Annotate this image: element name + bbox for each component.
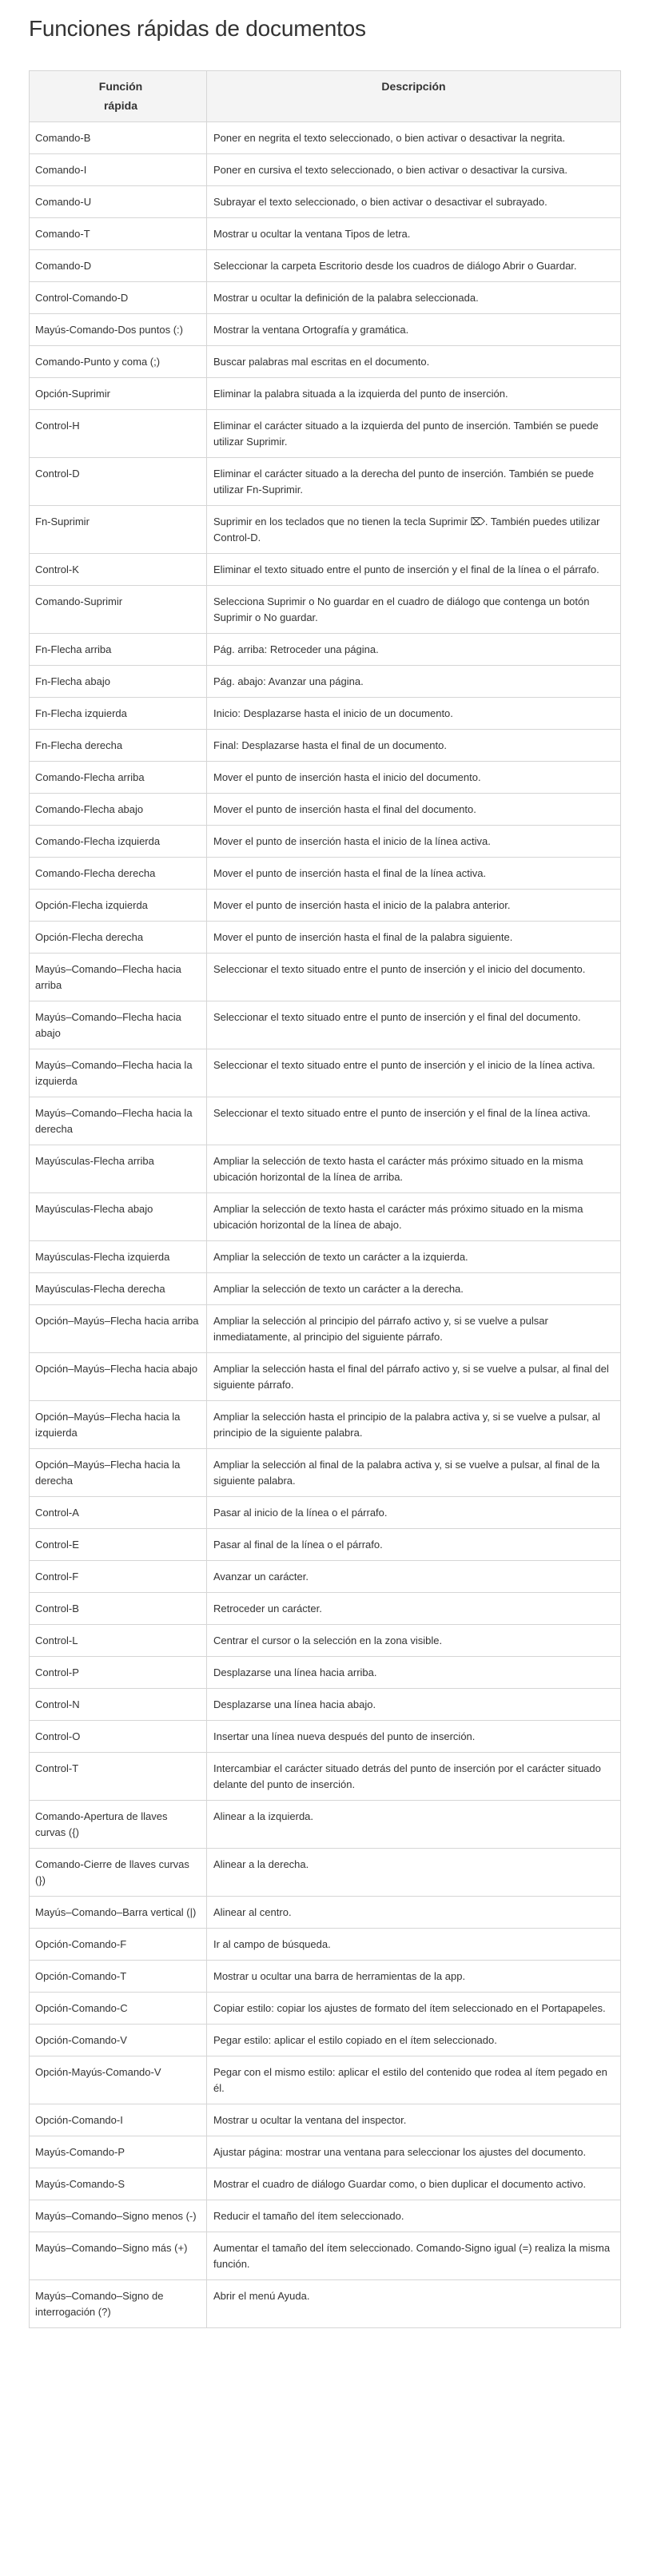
description-cell: Intercambiar el carácter situado detrás del punto de inserción por el carácter situado delante del punto de inserción. bbox=[207, 1753, 621, 1801]
table-row bbox=[30, 1193, 621, 1241]
table-row bbox=[30, 2168, 621, 2200]
shortcut-cell: Opción–Mayús–Flecha hacia arriba bbox=[30, 1305, 207, 1353]
shortcut-cell: Control-H bbox=[30, 410, 207, 458]
description-cell: Pegar estilo: aplicar el estilo copiado en el ítem seleccionado. bbox=[207, 2025, 621, 2056]
table-row bbox=[30, 314, 621, 346]
description-cell: Poner en cursiva el texto seleccionado, o bien activar o desactivar la cursiva. bbox=[207, 154, 621, 186]
description-cell: Seleccionar el texto situado entre el punto de inserción y el inicio del documento. bbox=[207, 954, 621, 1001]
shortcut-cell: Control-K bbox=[30, 554, 207, 586]
shortcut-cell: Fn-Flecha derecha bbox=[30, 730, 207, 762]
table-row bbox=[30, 1961, 621, 1993]
table-row bbox=[30, 1897, 621, 1929]
shortcut-cell: Fn-Suprimir bbox=[30, 506, 207, 554]
shortcut-cell: Fn-Flecha izquierda bbox=[30, 698, 207, 730]
shortcut-column-header-label: Función rápida bbox=[98, 80, 143, 112]
table-row bbox=[30, 282, 621, 314]
shortcut-cell: Opción–Mayús–Flecha hacia la derecha bbox=[30, 1449, 207, 1497]
description-cell: Desplazarse una línea hacia arriba. bbox=[207, 1657, 621, 1689]
description-cell: Ampliar la selección hasta el principio de la palabra activa y, si se vuelve a pulsar, al principio de la siguiente palabra. bbox=[207, 1401, 621, 1449]
table-row bbox=[30, 410, 621, 458]
shortcut-cell: Mayús–Comando–Signo menos (-) bbox=[30, 2200, 207, 2232]
description-cell: Ampliar la selección al principio del párrafo activo y, si se vuelve a pulsar inmediatamente, al principio del siguiente párrafo. bbox=[207, 1305, 621, 1353]
description-cell: Ir al campo de búsqueda. bbox=[207, 1929, 621, 1961]
description-cell: Insertar una línea nueva después del punto de inserción. bbox=[207, 1721, 621, 1753]
table-row bbox=[30, 1497, 621, 1529]
description-cell: Alinear al centro. bbox=[207, 1897, 621, 1929]
table-row bbox=[30, 1353, 621, 1401]
table-row bbox=[30, 2056, 621, 2104]
shortcut-cell: Control-B bbox=[30, 1593, 207, 1625]
table-row bbox=[30, 378, 621, 410]
table-row bbox=[30, 794, 621, 826]
table-row bbox=[30, 1529, 621, 1561]
description-cell: Selecciona Suprimir o No guardar en el cuadro de diálogo que contenga un botón Suprimir o No guardar. bbox=[207, 586, 621, 634]
shortcut-cell: Comando-Cierre de llaves curvas (}) bbox=[30, 1849, 207, 1897]
description-cell: Buscar palabras mal escritas en el documento. bbox=[207, 346, 621, 378]
shortcut-cell: Comando-Flecha abajo bbox=[30, 794, 207, 826]
description-cell: Aumentar el tamaño del ítem seleccionado. Comando-Signo igual (=) realiza la misma función. bbox=[207, 2232, 621, 2280]
table-row bbox=[30, 554, 621, 586]
shortcut-cell: Control-D bbox=[30, 458, 207, 506]
shortcuts-table bbox=[29, 70, 621, 2328]
table-row bbox=[30, 698, 621, 730]
description-cell: Seleccionar la carpeta Escritorio desde los cuadros de diálogo Abrir o Guardar. bbox=[207, 250, 621, 282]
table-row bbox=[30, 1929, 621, 1961]
table-body bbox=[30, 122, 621, 2328]
description-cell: Alinear a la derecha. bbox=[207, 1849, 621, 1897]
description-cell: Subrayar el texto seleccionado, o bien activar o desactivar el subrayado. bbox=[207, 186, 621, 218]
table-row bbox=[30, 1401, 621, 1449]
description-cell: Mostrar la ventana Ortografía y gramática. bbox=[207, 314, 621, 346]
description-cell: Mover el punto de inserción hasta el final del documento. bbox=[207, 794, 621, 826]
table-row bbox=[30, 1145, 621, 1193]
shortcut-cell: Fn-Flecha arriba bbox=[30, 634, 207, 666]
shortcut-cell: Opción-Comando-T bbox=[30, 1961, 207, 1993]
table-row bbox=[30, 2104, 621, 2136]
table-row bbox=[30, 1561, 621, 1593]
table-row bbox=[30, 666, 621, 698]
table-row bbox=[30, 218, 621, 250]
description-cell: Seleccionar el texto situado entre el punto de inserción y el inicio de la línea activa. bbox=[207, 1049, 621, 1097]
table-row bbox=[30, 458, 621, 506]
table-row bbox=[30, 1049, 621, 1097]
description-cell: Poner en negrita el texto seleccionado, o bien activar o desactivar la negrita. bbox=[207, 122, 621, 154]
description-cell: Ampliar la selección de texto un carácter a la izquierda. bbox=[207, 1241, 621, 1273]
table-row bbox=[30, 2025, 621, 2056]
shortcut-cell: Comando-Flecha arriba bbox=[30, 762, 207, 794]
shortcut-cell: Comando-I bbox=[30, 154, 207, 186]
description-cell: Ajustar página: mostrar una ventana para seleccionar los ajustes del documento. bbox=[207, 2136, 621, 2168]
description-cell: Avanzar un carácter. bbox=[207, 1561, 621, 1593]
table-row bbox=[30, 858, 621, 890]
description-cell: Eliminar la palabra situada a la izquierda del punto de inserción. bbox=[207, 378, 621, 410]
page-title: Funciones rápidas de documentos bbox=[29, 16, 366, 41]
shortcut-cell: Control-O bbox=[30, 1721, 207, 1753]
description-cell: Desplazarse una línea hacia abajo. bbox=[207, 1689, 621, 1721]
shortcut-cell: Control-Comando-D bbox=[30, 282, 207, 314]
table-row bbox=[30, 762, 621, 794]
table-row bbox=[30, 586, 621, 634]
shortcut-cell: Mayús–Comando–Flecha hacia abajo bbox=[30, 1001, 207, 1049]
table-row bbox=[30, 1241, 621, 1273]
description-column-header: Descripción bbox=[207, 71, 621, 122]
shortcut-cell: Control-F bbox=[30, 1561, 207, 1593]
description-cell: Pasar al final de la línea o el párrafo. bbox=[207, 1529, 621, 1561]
table-row bbox=[30, 1801, 621, 1849]
table-row bbox=[30, 122, 621, 154]
shortcut-cell: Opción-Flecha izquierda bbox=[30, 890, 207, 922]
table-row bbox=[30, 634, 621, 666]
table-row bbox=[30, 1273, 621, 1305]
description-cell: Eliminar el carácter situado a la derecha del punto de inserción. También se puede utilizar Fn-Suprimir. bbox=[207, 458, 621, 506]
table-row bbox=[30, 506, 621, 554]
shortcut-cell: Control-T bbox=[30, 1753, 207, 1801]
shortcut-cell: Opción-Comando-I bbox=[30, 2104, 207, 2136]
description-cell: Ampliar la selección hasta el final del párrafo activo y, si se vuelve a pulsar, al final del siguiente párrafo. bbox=[207, 1353, 621, 1401]
description-cell: Inicio: Desplazarse hasta el inicio de un documento. bbox=[207, 698, 621, 730]
table-row bbox=[30, 826, 621, 858]
shortcut-cell: Comando-D bbox=[30, 250, 207, 282]
description-cell: Eliminar el carácter situado a la izquierda del punto de inserción. También se puede utilizar Suprimir. bbox=[207, 410, 621, 458]
description-cell: Eliminar el texto situado entre el punto de inserción y el final de la línea o el párrafo. bbox=[207, 554, 621, 586]
table-row bbox=[30, 250, 621, 282]
description-cell: Mover el punto de inserción hasta el inicio del documento. bbox=[207, 762, 621, 794]
shortcut-cell: Mayús–Comando–Flecha hacia arriba bbox=[30, 954, 207, 1001]
description-cell: Mostrar el cuadro de diálogo Guardar como, o bien duplicar el documento activo. bbox=[207, 2168, 621, 2200]
table-row bbox=[30, 1097, 621, 1145]
table-row bbox=[30, 154, 621, 186]
description-cell: Mostrar u ocultar la definición de la palabra seleccionada. bbox=[207, 282, 621, 314]
description-cell: Mostrar u ocultar la ventana del inspector. bbox=[207, 2104, 621, 2136]
table-header-row bbox=[30, 71, 621, 122]
shortcut-cell: Mayús–Comando–Signo de interrogación (?) bbox=[30, 2280, 207, 2328]
table-row bbox=[30, 1993, 621, 2025]
shortcut-cell: Control-P bbox=[30, 1657, 207, 1689]
table-row bbox=[30, 890, 621, 922]
shortcut-cell: Comando-Apertura de llaves curvas ({) bbox=[30, 1801, 207, 1849]
description-cell: Ampliar la selección al final de la palabra activa y, si se vuelve a pulsar, al final de la siguiente palabra. bbox=[207, 1449, 621, 1497]
shortcut-cell: Control-A bbox=[30, 1497, 207, 1529]
shortcut-cell: Control-E bbox=[30, 1529, 207, 1561]
description-cell: Seleccionar el texto situado entre el punto de inserción y el final de la línea activa. bbox=[207, 1097, 621, 1145]
shortcut-cell: Control-L bbox=[30, 1625, 207, 1657]
shortcut-cell: Opción-Suprimir bbox=[30, 378, 207, 410]
table-row bbox=[30, 2200, 621, 2232]
description-cell: Final: Desplazarse hasta el final de un documento. bbox=[207, 730, 621, 762]
shortcut-cell: Opción-Comando-C bbox=[30, 1993, 207, 2025]
description-cell: Abrir el menú Ayuda. bbox=[207, 2280, 621, 2328]
description-cell: Ampliar la selección de texto hasta el carácter más próximo situado en la misma ubicación horizontal de la línea de abajo. bbox=[207, 1193, 621, 1241]
description-cell: Mostrar u ocultar la ventana Tipos de letra. bbox=[207, 218, 621, 250]
shortcut-cell: Comando-Punto y coma (;) bbox=[30, 346, 207, 378]
table-row bbox=[30, 2136, 621, 2168]
description-cell: Seleccionar el texto situado entre el punto de inserción y el final del documento. bbox=[207, 1001, 621, 1049]
description-cell: Pegar con el mismo estilo: aplicar el estilo del contenido que rodea al ítem pegado en él. bbox=[207, 2056, 621, 2104]
description-cell: Mover el punto de inserción hasta el final de la palabra siguiente. bbox=[207, 922, 621, 954]
shortcut-cell: Mayúsculas-Flecha derecha bbox=[30, 1273, 207, 1305]
table-row bbox=[30, 922, 621, 954]
shortcut-cell: Comando-Suprimir bbox=[30, 586, 207, 634]
description-cell: Pág. abajo: Avanzar una página. bbox=[207, 666, 621, 698]
description-cell: Pág. arriba: Retroceder una página. bbox=[207, 634, 621, 666]
shortcut-cell: Mayús-Comando-S bbox=[30, 2168, 207, 2200]
description-cell: Ampliar la selección de texto un carácter a la derecha. bbox=[207, 1273, 621, 1305]
shortcut-cell: Mayús–Comando–Barra vertical (|) bbox=[30, 1897, 207, 1929]
shortcut-cell: Fn-Flecha abajo bbox=[30, 666, 207, 698]
shortcut-cell: Comando-T bbox=[30, 218, 207, 250]
description-cell: Mover el punto de inserción hasta el final de la línea activa. bbox=[207, 858, 621, 890]
shortcut-cell: Comando-U bbox=[30, 186, 207, 218]
description-cell: Copiar estilo: copiar los ajustes de formato del ítem seleccionado en el Portapapeles. bbox=[207, 1993, 621, 2025]
description-cell: Ampliar la selección de texto hasta el carácter más próximo situado en la misma ubicación horizontal de la línea de arriba. bbox=[207, 1145, 621, 1193]
table-row bbox=[30, 1449, 621, 1497]
shortcut-cell: Mayúsculas-Flecha arriba bbox=[30, 1145, 207, 1193]
table-row bbox=[30, 2232, 621, 2280]
table-row bbox=[30, 1625, 621, 1657]
table-row bbox=[30, 1689, 621, 1721]
shortcut-cell: Opción-Flecha derecha bbox=[30, 922, 207, 954]
description-cell: Reducir el tamaño del ítem seleccionado. bbox=[207, 2200, 621, 2232]
description-cell: Mover el punto de inserción hasta el inicio de la línea activa. bbox=[207, 826, 621, 858]
description-cell: Mostrar u ocultar una barra de herramientas de la app. bbox=[207, 1961, 621, 1993]
table-row bbox=[30, 1657, 621, 1689]
table-row bbox=[30, 1001, 621, 1049]
shortcut-cell: Opción-Mayús-Comando-V bbox=[30, 2056, 207, 2104]
shortcut-cell: Mayús–Comando–Flecha hacia la derecha bbox=[30, 1097, 207, 1145]
description-cell: Alinear a la izquierda. bbox=[207, 1801, 621, 1849]
shortcut-cell: Opción-Comando-F bbox=[30, 1929, 207, 1961]
shortcut-cell: Mayús-Comando-P bbox=[30, 2136, 207, 2168]
shortcut-cell: Comando-Flecha izquierda bbox=[30, 826, 207, 858]
shortcut-cell: Opción-Comando-V bbox=[30, 2025, 207, 2056]
shortcut-cell: Opción–Mayús–Flecha hacia la izquierda bbox=[30, 1401, 207, 1449]
shortcut-cell: Mayúsculas-Flecha izquierda bbox=[30, 1241, 207, 1273]
table-row bbox=[30, 1593, 621, 1625]
shortcut-cell: Mayús–Comando–Flecha hacia la izquierda bbox=[30, 1049, 207, 1097]
shortcut-cell: Control-N bbox=[30, 1689, 207, 1721]
table-row bbox=[30, 1721, 621, 1753]
table-row bbox=[30, 1753, 621, 1801]
table-row bbox=[30, 2280, 621, 2328]
table-row bbox=[30, 1849, 621, 1897]
description-cell: Pasar al inicio de la línea o el párrafo. bbox=[207, 1497, 621, 1529]
shortcut-cell: Comando-Flecha derecha bbox=[30, 858, 207, 890]
shortcut-cell: Opción–Mayús–Flecha hacia abajo bbox=[30, 1353, 207, 1401]
description-cell: Centrar el cursor o la selección en la zona visible. bbox=[207, 1625, 621, 1657]
description-cell: Suprimir en los teclados que no tienen la tecla Suprimir ⌦. También puedes utilizar Control-D. bbox=[207, 506, 621, 554]
table-row bbox=[30, 954, 621, 1001]
shortcut-cell: Mayús-Comando-Dos puntos (:) bbox=[30, 314, 207, 346]
table-row bbox=[30, 346, 621, 378]
shortcut-cell: Mayúsculas-Flecha abajo bbox=[30, 1193, 207, 1241]
shortcut-column-header bbox=[30, 71, 207, 122]
table-row bbox=[30, 186, 621, 218]
description-cell: Retroceder un carácter. bbox=[207, 1593, 621, 1625]
description-cell: Mover el punto de inserción hasta el inicio de la palabra anterior. bbox=[207, 890, 621, 922]
table-row bbox=[30, 1305, 621, 1353]
table-row bbox=[30, 730, 621, 762]
shortcut-cell: Comando-B bbox=[30, 122, 207, 154]
shortcut-cell: Mayús–Comando–Signo más (+) bbox=[30, 2232, 207, 2280]
